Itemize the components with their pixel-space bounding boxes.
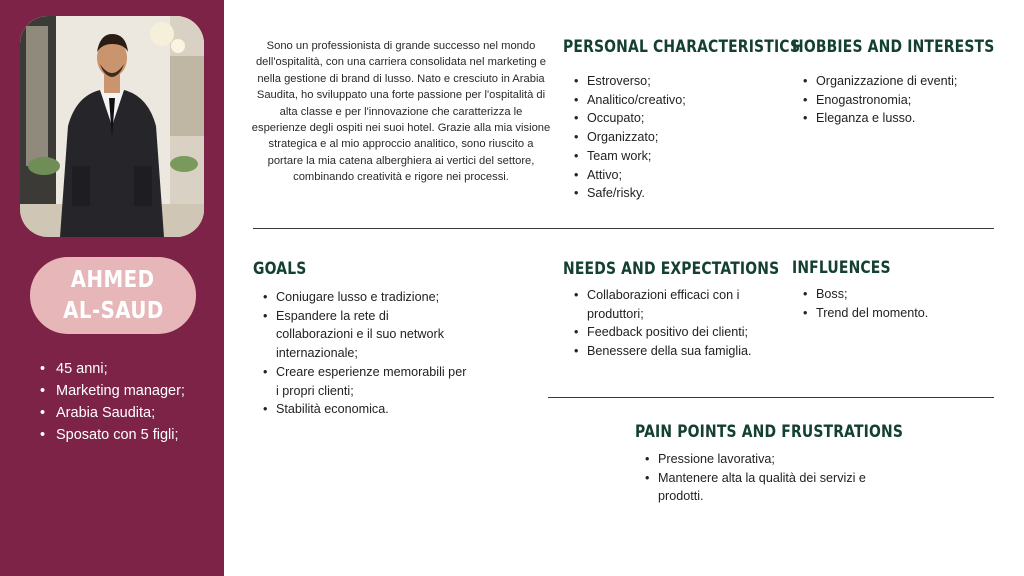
list-item: • Safe/risky.	[573, 184, 773, 203]
personal-characteristics-heading: PERSONAL CHARACTERISTICS	[563, 37, 801, 57]
profile-photo	[20, 16, 204, 237]
first-name: AHMED	[71, 266, 155, 293]
list-item: • Coniugare lusso e tradizione;	[262, 288, 467, 307]
influences-heading: INFLUENCES	[792, 258, 891, 278]
profile-details	[40, 358, 185, 446]
detail-age: • 45 anni;	[40, 358, 185, 380]
list-item: • Boss;	[802, 285, 992, 304]
list-item: • Organizzato;	[573, 128, 773, 147]
hobbies-heading: HOBBIES AND INTERESTS	[792, 37, 995, 57]
list-item: • Benessere della sua famiglia.	[573, 342, 773, 361]
detail-family: • Sposato con 5 figli;	[40, 424, 185, 446]
pain-points-list	[644, 450, 889, 506]
pain-points-heading: PAIN POINTS AND FRUSTRATIONS	[635, 422, 904, 442]
goals-heading: GOALS	[253, 259, 307, 279]
goals-list	[262, 288, 467, 419]
detail-country: • Arabia Saudita;	[40, 402, 185, 424]
list-item: • Eleganza e lusso.	[802, 109, 1002, 128]
list-item: • Analitico/creativo;	[573, 91, 773, 110]
name-badge	[30, 257, 196, 334]
list-item: • Pressione lavorativa;	[644, 450, 889, 469]
personal-characteristics-list	[573, 72, 773, 203]
list-item: • Mantenere alta la qualità dei servizi e prodotti.	[644, 469, 889, 506]
list-item: • Feedback positivo dei clienti;	[573, 323, 773, 342]
profile-sidebar	[0, 0, 224, 576]
list-item: • Stabilità economica.	[262, 400, 467, 419]
list-item: • Estroverso;	[573, 72, 773, 91]
detail-job: • Marketing manager;	[40, 380, 185, 402]
hobbies-list	[802, 72, 1002, 128]
needs-list	[573, 286, 773, 361]
list-item: • Attivo;	[573, 166, 773, 185]
needs-heading: NEEDS AND EXPECTATIONS	[563, 259, 780, 279]
influences-list	[802, 285, 992, 322]
bio-text: Sono un professionista di grande successo nel mondo dell'ospitalità, con una carriera consolidata nel marketing e nella gestione di brand di lusso. Nato e cresciuto in Arabia Saudita, ho sviluppato una forte passione per l'ospitalità di alta classe e per l'innovazione che caratterizza le esperienze degli ospiti nei suoi hotel. Grazie alla mia visione strategica e al mio approccio analitico, sono riuscito a portare la mia catena alberghiera ai vertici del settore, combinando creatività e rigore nei processi.	[251, 40, 551, 184]
man-in-suit-portrait	[20, 16, 204, 237]
list-item: • Occupato;	[573, 109, 773, 128]
list-item: • Organizzazione di eventi;	[802, 72, 1002, 91]
list-item: • Enogastronomia;	[802, 91, 1002, 110]
divider-top	[253, 228, 994, 229]
list-item: • Creare esperienze memorabili per i propri clienti;	[262, 363, 467, 400]
list-item: • Espandere la rete di collaborazioni e il suo network internazionale;	[262, 307, 467, 363]
list-item: • Trend del momento.	[802, 304, 992, 323]
divider-bottom	[548, 397, 994, 398]
list-item: • Collaborazioni efficaci con i produttori;	[573, 286, 773, 323]
last-name: AL-SAUD	[62, 297, 164, 324]
list-item: • Team work;	[573, 147, 773, 166]
